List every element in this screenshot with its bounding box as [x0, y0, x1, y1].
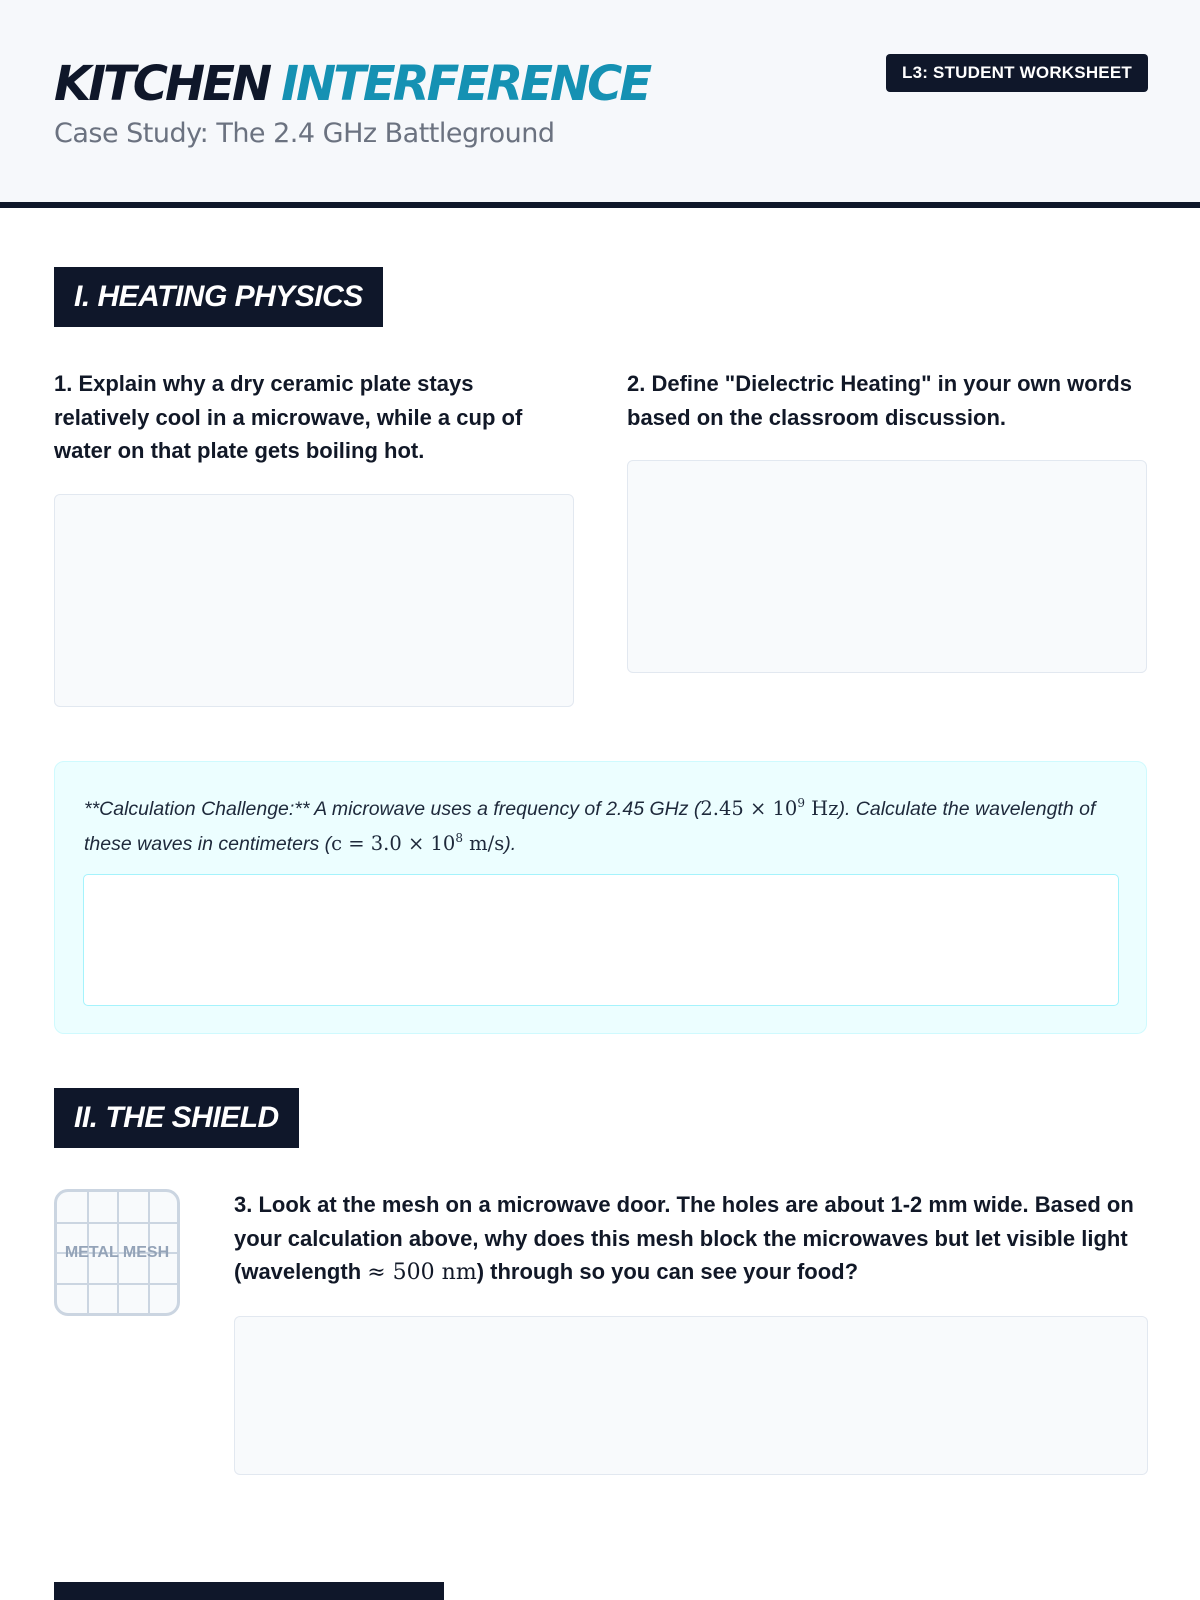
worksheet-header	[0, 0, 1200, 208]
next-section-heading-bar	[54, 1582, 444, 1600]
frequency-exponent: 9	[797, 796, 805, 810]
wavelength-expression: ≈ 500 nm	[367, 1260, 477, 1285]
frequency-unit: Hz	[804, 797, 839, 820]
title-part-interference: INTERFERENCE	[281, 56, 650, 112]
worksheet-badge: L3: STUDENT WORKSHEET	[886, 54, 1148, 92]
question-1: 1. Explain why a dry ceramic plate stays relatively cool in a microwave, while a cup of water on that plate gets boiling hot.	[54, 371, 523, 463]
answer-box-calculation[interactable]	[83, 874, 1119, 1006]
section-heading-heating-physics: I. HEATING PHYSICS	[54, 267, 383, 327]
question-3	[234, 1188, 1148, 1290]
section-heading-the-shield: II. THE SHIELD	[54, 1088, 299, 1148]
speed-of-light-unit: m/s	[462, 832, 505, 855]
frequency-expression	[700, 797, 838, 820]
challenge-lead: **Calculation Challenge:** A microwave uses a frequency of 2.45 GHz (	[84, 798, 701, 820]
speed-of-light-mantissa: c = 3.0 × 10	[331, 832, 456, 855]
title-part-kitchen: KITCHEN	[54, 56, 270, 112]
question-3-tail: ) through so you can see your food?	[476, 1259, 859, 1284]
question-3-text: 3. Look at the mesh on a microwave door. The holes are about 1-2 mm wide. Based on your calculation above, why does this mesh block the microwaves but let visible light (wavelength	[234, 1192, 1134, 1284]
calculation-challenge-text	[84, 789, 1114, 859]
calculation-challenge-callout	[54, 761, 1147, 1034]
answer-box-question-2[interactable]	[627, 460, 1147, 673]
answer-box-question-3[interactable]	[234, 1316, 1148, 1475]
frequency-mantissa: 2.45 × 10	[700, 797, 798, 820]
worksheet-subtitle: Case Study: The 2.4 GHz Battleground	[54, 118, 555, 149]
speed-of-light-exponent: 8	[455, 831, 463, 845]
metal-mesh-label: METAL MESH	[64, 1243, 170, 1261]
worksheet-title	[54, 54, 649, 114]
speed-of-light-expression	[331, 832, 504, 855]
challenge-mid: ). Calculate the wavelength of these waves in centimeters (	[84, 798, 1096, 855]
metal-mesh-illustration	[54, 1189, 180, 1316]
challenge-tail: ).	[504, 833, 517, 855]
question-2: 2. Define "Dielectric Heating" in your own words based on the classroom discussion.	[627, 371, 1132, 430]
answer-box-question-1[interactable]	[54, 494, 574, 707]
